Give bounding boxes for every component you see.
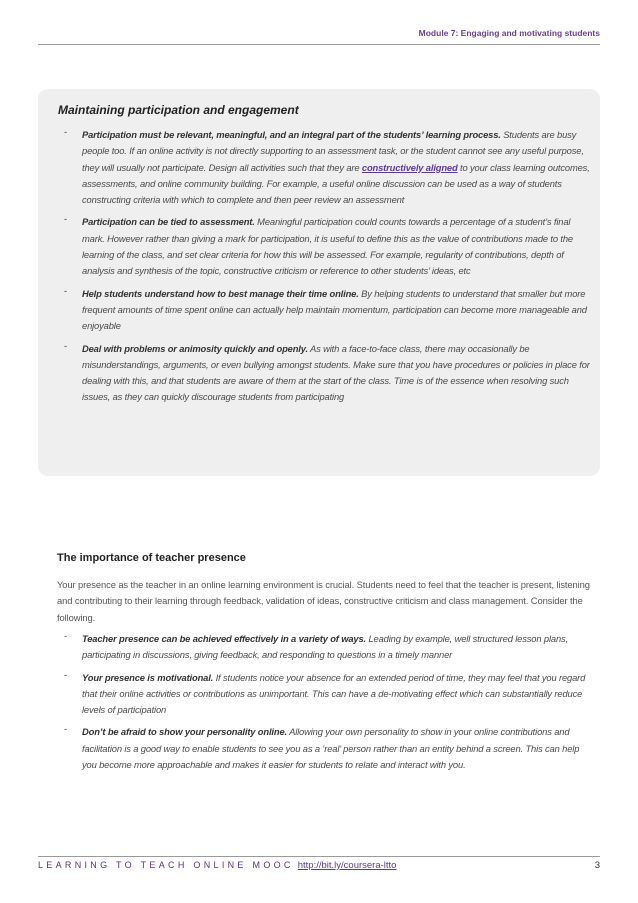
list-item-body-continued: to your class learning outcomes, assessments, and online community building. For example, a useful online discussion can be used as a way of students constructing criteria with which to complete and then peer review an assessment [82,161,590,206]
running-header: Module 7: Engaging and motivating students [418,28,600,38]
footer-url-link[interactable]: http://bit.ly/coursera-ltto [297,860,397,871]
list-item-lead: Participation must be relevant, meaningful, and an integral part of the students’ learning process. [82,129,501,140]
list-item-body: By helping students to understand that smaller but more frequent amounts of time spent online can actually help maintain momentum, participation can become more manageable and enjoyable [82,287,587,332]
list-item-lead: Teacher presence can be achieved effectively in a variety of ways. [82,633,367,644]
list-item-body: Meaningful participation could counts towards a percentage of a student’s final mark. However rather than giving a mark for participation, it is useful to define this as the value of contributions made to the learning of the class, and set clear criteria for how this will be assessed. For example, regularity of contributions, depth of analysis and synthesis of the topic, constructive criticism or reference to other students’ ideas, etc [82,216,573,277]
list-item [52,127,590,208]
list-item [52,631,592,664]
list-item-lead: Deal with problems or animosity quickly and openly. [82,342,308,354]
footer-brand [38,860,396,871]
list-item-lead: Your presence is motivational. [82,671,214,683]
participation-list [52,127,590,412]
list-item [52,341,590,406]
list-item-lead: Participation can be tied to assessment. [82,216,255,228]
list-item-body: Students are busy people too. If an online activity is not directly supporting to an assessment task, or the student cannot see any useful purpose, they will usually not participate. Design all activities such that they are [82,129,584,173]
list-item-text [82,631,592,664]
header-divider [38,44,600,45]
list-item [52,724,592,773]
list-item [52,286,590,335]
teacher-presence-list [52,631,592,779]
list-item-text [82,127,590,208]
participation-callout-box [38,89,600,476]
list-item-body: If students notice your absence for an extended period of time, they may feel that you regard that their online activities or contributions as unimportant. This can have a de-motivating effect which can substantially reduce levels of participation [82,671,586,716]
list-item-text [82,214,590,279]
list-item-body: Leading by example, well structured lesson plans, participating in discussions, giving feedback, and responding to questions in a timely manner [82,633,569,661]
list-item-text [82,286,590,335]
callout-title: Maintaining participation and engagement [58,103,299,117]
footer-divider [38,856,600,857]
list-item-text [82,670,592,719]
section-intro-paragraph: Your presence as the teacher in an online learning environment is crucial. Students need to feel that the teacher is present, listening and contributing to their learning through feedback, validation of ideas, constructive criticism and class management. Consider the following. [57,579,590,623]
dash-bullet: - [64,724,68,736]
dash-bullet: - [64,127,68,138]
dash-bullet: - [64,669,68,681]
list-item-lead: Don’t be afraid to show your personality online. [82,726,287,738]
page-number: 3 [594,860,600,871]
list-item-body: As with a face-to-face class, there may occasionally be misunderstandings, arguments, or even bullying amongst students. Make sure that you have procedures or policies in place for dealing with this, and that students are aware of them at the start of the class. Time is of the essence when resolving such issues, as they can quickly discourage students from participating [82,342,590,403]
constructively-aligned-link[interactable]: constructively aligned [361,161,458,173]
list-item-body: Allowing your own personality to show in your online contributions and facilitation is a good way to enable students to see you as a ‘real’ person rather than an entity behind a screen. This can help you become more approachable and makes it easier for students to relate and interact with you. [82,726,580,771]
list-item-text [82,341,590,406]
footer-brand-text: LEARNING TO TEACH ONLINE MOOC [38,860,294,870]
dash-bullet: - [64,340,68,352]
section-heading: The importance of teacher presence [57,552,246,564]
list-item [52,214,590,279]
list-item-lead: Help students understand how to best manage their time online. [82,287,359,299]
dash-bullet: - [64,214,68,226]
dash-bullet: - [64,631,68,642]
list-item-text [82,724,592,773]
dash-bullet: - [64,285,68,297]
list-item [52,670,592,719]
